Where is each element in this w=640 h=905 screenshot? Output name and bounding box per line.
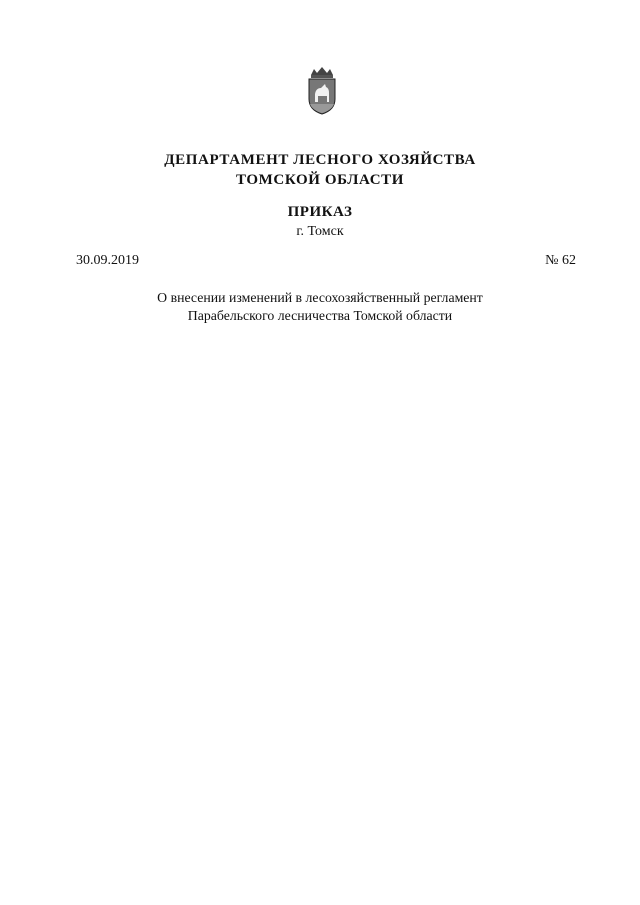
- coat-of-arms-icon: [303, 66, 341, 116]
- document-date: 30.09.2019: [76, 253, 139, 268]
- subject-line2: Парабельского лесничества Томской области: [187, 308, 453, 323]
- organization-name-line2: ТОМСКОЙ ОБЛАСТИ: [235, 172, 405, 188]
- subject-line1: О внесении изменений в лесохозяйственный регламент: [157, 290, 483, 305]
- document-number: № 62: [545, 253, 576, 268]
- organization-name-line1: ДЕПАРТАМЕНТ ЛЕСНОГО ХОЗЯЙСТВА: [164, 152, 476, 168]
- document-city: г. Томск: [296, 224, 344, 239]
- document-type: ПРИКАЗ: [287, 204, 353, 220]
- document-subject: [0, 289, 640, 325]
